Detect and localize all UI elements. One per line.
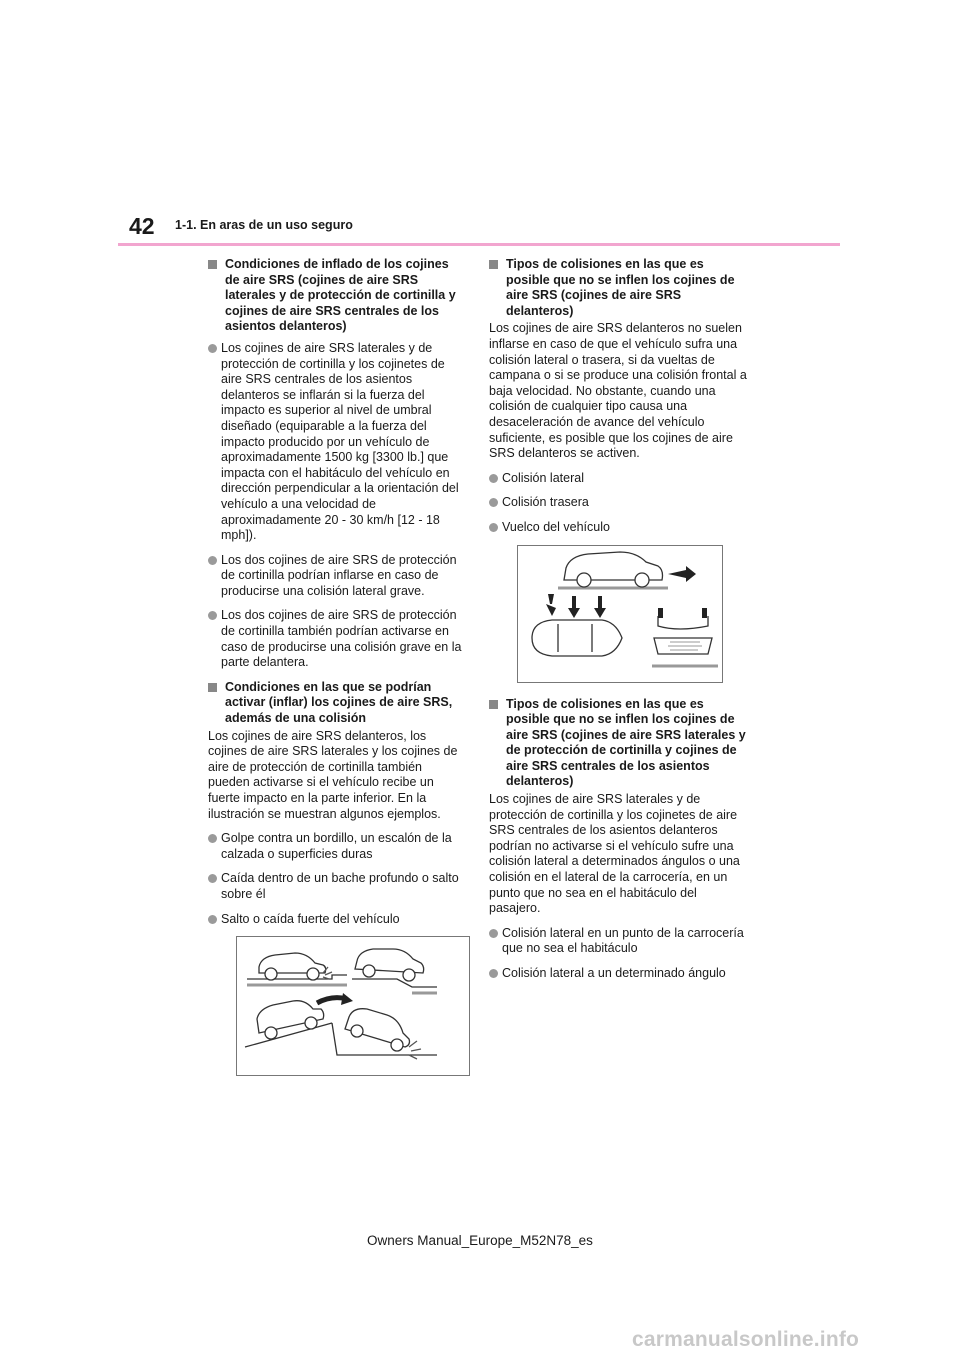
heading-text: Condiciones en las que se podrían activar (inflar) los cojines de aire SRS, además de una colisión [225, 679, 453, 726]
circle-bullet-icon [208, 611, 217, 620]
paragraph: Los cojines de aire SRS laterales y de protección de cortinilla y los cojinetes de aire SRS centrales de los asientos delanteros podrían no activarse si el vehículo sufre una colisión lateral a determinados ángulos o una colisión en el lateral de la carrocería, en un punto que no sea en el habitáculo del pasajero. [489, 792, 740, 916]
header-rule [118, 243, 840, 246]
circle-bullet-icon [489, 498, 498, 507]
underbody-impact-illustration [237, 937, 469, 1075]
circle-bullet-icon [208, 834, 217, 843]
list-item-text: Colisión lateral a un determinado ángulo [502, 966, 726, 980]
square-bullet-icon [208, 260, 217, 269]
circle-bullet-icon [489, 523, 498, 532]
list-item [489, 495, 747, 511]
list-item [489, 471, 747, 487]
left-column [208, 257, 466, 1090]
list-item-text: Colisión trasera [502, 495, 589, 510]
figure-underbody-impacts [236, 936, 470, 1076]
list-item [208, 912, 466, 928]
heading-inflation-conditions [208, 257, 466, 335]
square-bullet-icon [489, 260, 498, 269]
list-item-text: Los cojines de aire SRS laterales y de protección de cortinilla y los cojinetes de aire SRS centrales de los asientos delanteros se inflarán si la fuerza del impacto es superior al nivel de umbral diseñado (equiparable a la fuerza del impacto producido por un vehículo de aproximadamente 1500 kg [3300 lb.] que impacta con el habitáculo del vehículo en dirección perpendicular a la orientación del vehículo a una velocidad de aproximadamente 20 - 30 km/h [12 - 18 mph]). [221, 340, 459, 543]
footer: Owners Manual_Europe_M52N78_es [367, 1233, 593, 1248]
list-item-text: Vuelco del vehículo [502, 519, 610, 534]
heading-side-airbag-exceptions [489, 697, 747, 791]
figure-collision-types [517, 545, 723, 683]
section-title: 1-1. En aras de un uso seguro [175, 218, 353, 232]
list-item [208, 608, 466, 670]
circle-bullet-icon [489, 929, 498, 938]
heading-text: Condiciones de inflado de los cojines de aire SRS (cojines de aire SRS laterales y de protección de cortinilla y cojines de aire SRS centrales de los asientos delanteros) [225, 257, 456, 334]
circle-bullet-icon [489, 969, 498, 978]
list-item-text: Golpe contra un bordillo, un escalón de la calzada o superficies duras [221, 831, 452, 861]
list-item-text: Colisión lateral en un punto de la carrocería que no sea el habitáculo [502, 925, 744, 956]
list-item [489, 966, 747, 982]
circle-bullet-icon [208, 344, 217, 353]
circle-bullet-icon [208, 556, 217, 565]
list-item [208, 553, 466, 600]
watermark: carmanualsonline.info [632, 1328, 860, 1351]
paragraph: Los cojines de aire SRS delanteros no suelen inflarse en caso de que el vehículo sufra una colisión lateral o trasera, si da vueltas de campana o si se produce una colisión frontal a baja velocidad. No obstante, cuando una colisión de cualquier tipo causa una desaceleración de avance del vehículo suficiente, es posible que los cojines de aire SRS delanteros se activen. [489, 321, 747, 461]
square-bullet-icon [208, 683, 217, 692]
circle-bullet-icon [489, 474, 498, 483]
list-item [208, 871, 466, 902]
list-item-text: Salto o caída fuerte del vehículo [221, 911, 400, 926]
list-item-text: Los dos cojines de aire SRS de protección de cortinilla también podrían activarse en caso de producirse una colisión grave en la parte delantera. [221, 608, 462, 670]
page-number: 42 [129, 213, 155, 239]
right-column [489, 257, 747, 991]
square-bullet-icon [489, 700, 498, 709]
circle-bullet-icon [208, 874, 217, 883]
list-item [208, 831, 466, 862]
heading-text: Tipos de colisiones en las que es posible que no se inflen los cojines de aire SRS (cojines de aire SRS delanteros) [506, 257, 735, 318]
collision-types-illustration [518, 546, 722, 682]
heading-other-activation [208, 680, 466, 727]
list-item [208, 341, 466, 544]
heading-front-airbag-exceptions [489, 257, 747, 319]
paragraph: Los cojines de aire SRS delanteros, los cojines de aire SRS laterales y los cojines de aire de protección de cortinilla también pueden activarse si el vehículo recibe un fuerte impacto en la parte inferior. En la ilustración se muestran algunos ejemplos. [208, 728, 458, 821]
list-item [489, 926, 747, 957]
circle-bullet-icon [208, 915, 217, 924]
list-item-text: Colisión lateral [502, 470, 584, 485]
heading-text: Tipos de colisiones en las que es posible que no se inflen los cojines de aire SRS (cojines de aire SRS laterales y de protección de cortinilla y cojines de aire SRS centrales de los asientos delanteros) [506, 696, 746, 789]
list-item-text: Los dos cojines de aire SRS de protección de cortinilla podrían inflarse en caso de producirse una colisión lateral grave. [221, 552, 457, 598]
list-item [489, 520, 747, 536]
list-item-text: Caída dentro de un bache profundo o salto sobre él [221, 871, 459, 901]
